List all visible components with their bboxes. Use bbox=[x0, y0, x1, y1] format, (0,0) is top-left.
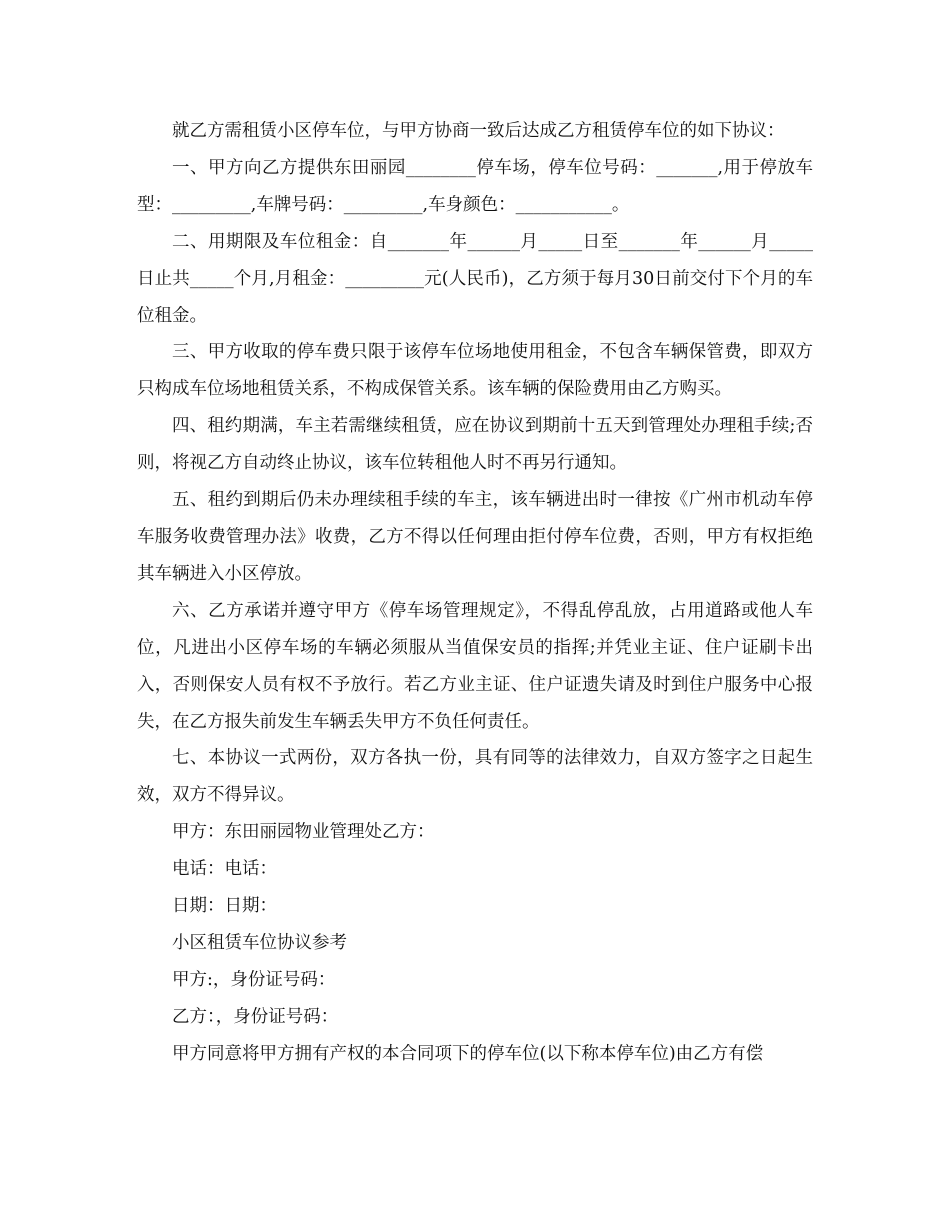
paragraph-clause-5: 五、租约到期后仍未办理续租手续的车主，该车辆进出时一律按《广州市机动车停车服务收费管理办法》收费，乙方不得以任何理由拒付停车位费，否则，甲方有权拒绝其车辆进入小区停放。 bbox=[137, 490, 813, 584]
paragraph-intro: 就乙方需租赁小区停车位，与甲方协商一致后达成乙方租赁停车位的如下协议： bbox=[172, 121, 785, 141]
paragraph-clause-1: 一、甲方向乙方提供东田丽园________停车场，停车位号码：_______,用于停放车型：_________,车牌号码：_________,车身颜色：___________。 bbox=[137, 157, 813, 215]
party-b-id-line: 乙方：，身份证号码： bbox=[172, 1006, 339, 1027]
paragraph-agreement-start: 甲方同意将甲方拥有产权的本合同项下的停车位(以下称本停车位)由乙方有偿 bbox=[172, 1043, 764, 1064]
paragraph-clause-6: 六、乙方承诺并遵守甲方《停车场管理规定》，不得乱停乱放，占用道路或他人车位，凡进出小区停车场的车辆必须服从当值保安员的指挥;并凭业主证、住户证刷卡出入，否则保安人员有权不予放行。若乙方业主证、住户证遗失请及时到住户服务中心报失，在乙方报失前发生车辆丢失甲方不负任何责任。 bbox=[137, 600, 813, 732]
paragraph-clause-4: 四、租约期满，车主若需继续租赁，应在协议到期前十五天到管理处办理租手续;否则，将视乙方自动终止协议，该车位转租他人时不再另行通知。 bbox=[137, 416, 813, 474]
party-a-id-line: 甲方:，身份证号码： bbox=[172, 969, 336, 990]
signature-date-line: 日期：日期： bbox=[172, 896, 277, 917]
paragraph-clause-2: 二、用期限及车位租金：自_______年______月_____日至_______年______月_____日止共_____个月,月租金：_________元(人民币)，乙方须于每月30日前交付下个月的车位租金。 bbox=[137, 231, 813, 326]
paragraph-clause-7: 七、本协议一式两份，双方各执一份，具有同等的法律效力，自双方签字之日起生效，双方不得异议。 bbox=[137, 748, 813, 806]
signature-phone-line: 电话：电话： bbox=[172, 859, 277, 880]
paragraph-clause-3: 三、甲方收取的停车费只限于该停车位场地使用租金，不包含车辆保管费，即双方只构成车位场地租赁关系，不构成保管关系。该车辆的保险费用由乙方购买。 bbox=[137, 342, 813, 400]
document-body bbox=[137, 113, 813, 1073]
section-title: 小区租赁车位协议参考 bbox=[172, 932, 347, 953]
signature-party-line: 甲方：东田丽园物业管理处乙方： bbox=[172, 822, 435, 843]
